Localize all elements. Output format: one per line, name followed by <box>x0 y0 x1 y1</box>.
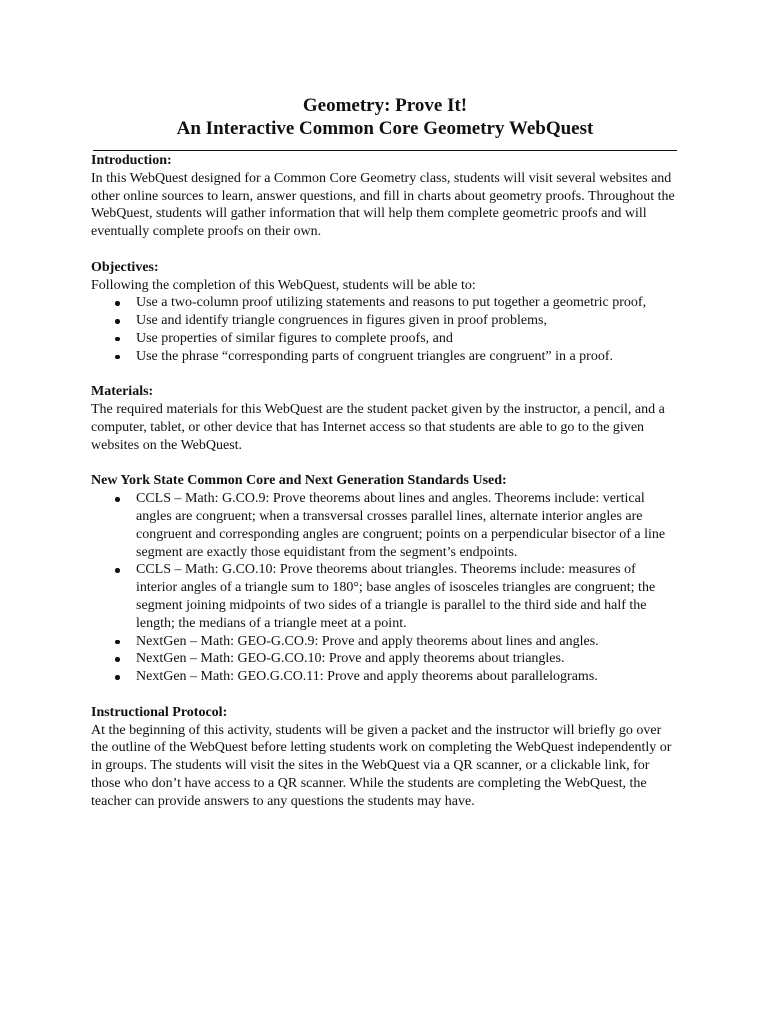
materials-section <box>91 383 679 454</box>
title-line-1: Geometry: Prove It! <box>302 95 468 116</box>
standards-list <box>91 490 679 686</box>
protocol-heading: Instructional Protocol: <box>91 704 228 720</box>
standard-item: NextGen – Math: GEO-G.CO.9: Prove and apply theorems about lines and angles. <box>136 633 679 651</box>
protocol-section <box>91 704 679 811</box>
materials-body: The required materials for this WebQuest are the student packet given by the instructor, a pencil, and a computer, tablet, or other device that has Internet access so that students are able to go to the given websites on the WebQuest. <box>91 402 665 453</box>
document-title <box>91 94 679 140</box>
objective-item: Use a two-column proof utilizing statements and reasons to put together a geometric proof, <box>136 294 679 312</box>
standards-section <box>91 472 679 686</box>
objectives-heading: Objectives: <box>91 259 159 275</box>
protocol-body: At the beginning of this activity, students will be given a packet and the instructor will briefly go over the outline of the WebQuest before letting students work on completing the WebQuest independently or in groups. The students will visit the sites in the WebQuest via a QR scanner, or a clickable link, for those who don’t have access to a QR scanner. While the students are completing the WebQuest, the teacher can provide answers to any questions the students may have. <box>91 722 672 809</box>
objective-item: Use the phrase “corresponding parts of congruent triangles are congruent” in a proof. <box>136 348 679 366</box>
standards-heading: New York State Common Core and Next Generation Standards Used: <box>91 473 507 489</box>
materials-heading: Materials: <box>91 384 154 400</box>
introduction-section <box>91 152 679 241</box>
objectives-section <box>91 259 679 366</box>
standard-item: CCLS – Math: G.CO.10: Prove theorems about triangles. Theorems include: measures of interior angles of a triangle sum to 180°; base angles of isosceles triangles are congruent; the segment joining midpoints of two sides of a triangle is parallel to the third side and half the length; the medians of a triangle meet at a point. <box>136 561 679 632</box>
introduction-body: In this WebQuest designed for a Common Core Geometry class, students will visit several websites and other online sources to learn, answer questions, and fill in charts about geometry proofs. Throughout the WebQuest, students will gather information that will help them complete geometric proofs and will eventually complete proofs on their own. <box>91 170 675 240</box>
introduction-heading: Introduction: <box>91 153 172 168</box>
objectives-list <box>91 294 679 365</box>
title-divider <box>93 150 677 151</box>
standard-item: NextGen – Math: GEO-G.CO.10: Prove and apply theorems about triangles. <box>136 650 679 668</box>
standard-item: CCLS – Math: G.CO.9: Prove theorems about lines and angles. Theorems include: vertical angles are congruent; when a transversal crosses parallel lines, alternate interior angles are congruent and corresponding angles are congruent; points on a perpendicular bisector of a line segment are exactly those equidistant from the segment’s endpoints. <box>136 490 679 561</box>
objectives-intro: Following the completion of this WebQuest, students will be able to: <box>91 277 476 293</box>
objective-item: Use properties of similar figures to complete proofs, and <box>136 330 679 348</box>
title-line-2: An Interactive Common Core Geometry WebQuest <box>176 118 594 139</box>
standard-item: NextGen – Math: GEO.G.CO.11: Prove and apply theorems about parallelograms. <box>136 668 679 686</box>
objective-item: Use and identify triangle congruences in figures given in proof problems, <box>136 312 679 330</box>
document-page <box>91 94 679 810</box>
